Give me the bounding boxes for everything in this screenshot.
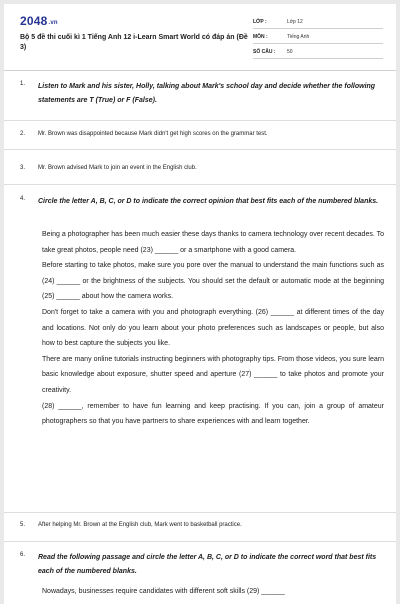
divider — [4, 149, 396, 150]
reading-passage — [42, 227, 384, 430]
passage-paragraph: (28) ______, remember to have fun learning and keep practising. If you can, join a group of amateur photographers so that you have partners to share experiences with and learn together. — [42, 402, 384, 426]
question-number: 1. — [20, 81, 26, 87]
question-number: 4. — [20, 196, 26, 202]
question-number: 3. — [20, 165, 26, 171]
meta-subject: MÔN : Tiếng Anh — [253, 31, 383, 44]
passage-paragraph: Don't forget to take a camera with you and photograph everything. (26) ______ at different times of the day and locations. Not only do you learn about your photo preferences such as landscapes or people, but also how to best capture the subjects you like. — [42, 308, 384, 348]
document-title: Bộ 5 đề thi cuối kì 1 Tiếng Anh 12 i-Learn Smart World có đáp án (Đề 3) — [20, 34, 248, 51]
site-logo[interactable]: 2048.vn — [20, 14, 58, 28]
passage-paragraph: There are many online tutorials instructing beginners with photography tips. From those videos, you sure learn basic knowledge about exposure, shutter speed and aperture (27) ______ to take photos and promote your creativity. — [42, 355, 384, 394]
passage-paragraph: Being a photographer has been much easier these days thanks to camera technology over recent decades. To take great photos, people need (23) ______ or a smartphone with a good camera. — [42, 231, 384, 254]
question-text: Mr. Brown was disappointed because Mark didn't get high scores on the grammar test. — [38, 131, 268, 137]
divider — [4, 541, 396, 542]
passage-paragraph: Before starting to take photos, make sure you pore over the manual to understand the main functions such as (24) ______ or the brightness of the subjects. You should set the default or automatic mode at the beginning (25) ______ about how the camera works. — [42, 262, 384, 301]
question-text: Listen to Mark and his sister, Holly, talking about Mark's school day and decide whether the following statements are T (True) or F (False). — [38, 83, 376, 104]
divider — [4, 120, 396, 121]
header-divider — [4, 70, 396, 71]
passage-paragraph: Nowadays, businesses require candidates with different soft skills (29) ______ — [42, 588, 285, 595]
reading-passage-2 — [42, 584, 384, 600]
question-number: 6. — [20, 552, 26, 558]
question-text: Read the following passage and circle the letter A, B, C, or D to indicate the correct word that best fits each of the numbered blanks. — [38, 554, 377, 575]
question-number: 5. — [20, 522, 26, 528]
question-text: Circle the letter A, B, C, or D to indicate the correct opinion that best fits each of the numbered blanks. — [38, 198, 379, 205]
divider — [4, 184, 396, 185]
page-header — [4, 4, 396, 66]
meta-question-count: SỐ CÂU : 50 — [253, 46, 383, 59]
meta-class: LỚP : Lớp 12 — [253, 16, 383, 29]
question-number: 2. — [20, 131, 26, 137]
question-text: After helping Mr. Brown at the English club, Mark went to basketball practice. — [38, 522, 242, 528]
divider — [4, 512, 396, 513]
document-page — [4, 4, 396, 604]
question-text: Mr. Brown advised Mark to join an event in the English club. — [38, 165, 197, 171]
